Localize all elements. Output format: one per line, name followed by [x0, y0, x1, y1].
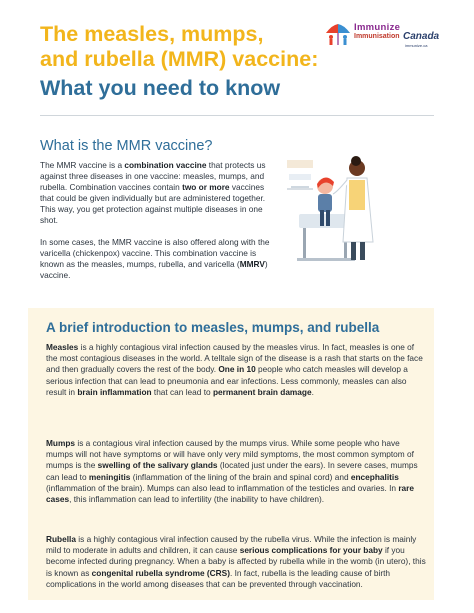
logo-text-canada: Canada — [403, 31, 440, 42]
bold-text-run: Measles — [46, 342, 79, 352]
text-run: (located just under the ears). In severe cases, mumps can lead to — [46, 460, 418, 482]
bold-text-run: Rubella — [46, 534, 76, 544]
text-run: (inflammation of the lining of the brain and spinal cord) and — [130, 471, 351, 482]
text-run: if you become infected during pregnancy. When a baby is affected by rubella while in the womb (in utero), this is known as — [46, 545, 426, 578]
text-run: that protects us against three diseases in one vaccine: measles, mumps, and rubella. Combination vaccines contain — [40, 160, 266, 192]
panel-heading: A brief introduction to measles, mumps, and rubella — [46, 320, 380, 335]
text-run: that can lead to — [151, 386, 213, 397]
text-run: is a contagious viral infection caused by the mumps virus. While some people who have mumps will not have symptoms or will have only very mild symptoms, the most common symptom of mumps is the — [46, 438, 414, 471]
text-run: ) vaccine. — [40, 259, 268, 280]
paragraph-mumps — [46, 438, 426, 505]
text-run: The MMR vaccine is a — [40, 160, 125, 170]
bold-text-run: permanent brain damage — [212, 386, 312, 397]
bold-text-run: encephalitis — [350, 471, 399, 482]
logo-text-immunisation: Immunisation — [354, 33, 400, 40]
text-run: . In fact, rubella is the leading cause of birth complications in the world among diseases that can be prevented through vaccination. — [46, 567, 391, 589]
bold-text-run: brain inflammation — [77, 386, 152, 397]
logo-text-immunize: Immunize — [354, 22, 401, 33]
bold-text-run: two or more — [182, 182, 230, 192]
title-line-1: The measles, mumps, and rubella (MMR) vaccine: — [40, 22, 319, 71]
text-run: , this inflammation can lead to infertility (the inability to have children). — [69, 494, 325, 505]
paragraph-measles — [46, 342, 426, 398]
section-heading-what-is: What is the MMR vaccine? — [40, 138, 213, 154]
paragraph-mmr-definition — [40, 160, 276, 226]
paragraph-mmrv — [40, 237, 276, 281]
doctor-child-illustration — [285, 150, 395, 270]
immunize-canada-logo[interactable] — [323, 21, 443, 51]
bold-text-run: serious complications for your baby — [239, 545, 383, 556]
bold-text-run: swelling of the salivary glands — [97, 460, 218, 471]
bold-text-run: meningitis — [88, 471, 131, 482]
paragraph-rubella — [46, 534, 426, 590]
text-run: people who catch measles will develop a serious infection that can lead to pneumonia and ear infections. Less commonly, measles can also result in — [46, 364, 408, 397]
text-run: (inflammation of the brain). Mumps can also lead to inflammation of the testicles and ovaries. In — [46, 482, 399, 493]
text-run: is a highly contagious viral infection caused by the measles virus. In fact, measles is one of the most contagious diseases in the world. A telltale sign of the disease is a rash that starts on the face and then gradually covers the rest of the body. — [46, 342, 423, 375]
bold-text-run: One in 10 — [218, 364, 256, 375]
header-divider — [40, 115, 434, 116]
bold-text-run: congenital rubella syndrome (CRS) — [91, 567, 230, 578]
text-run: is a highly contagious viral infection caused by the rubella virus. While the infection is mainly mild to moderate in adults and children, it can cause — [46, 534, 417, 556]
bold-text-run: Mumps — [46, 438, 76, 448]
umbrella-family-icon — [323, 21, 353, 49]
bold-text-run: MMRV — [239, 259, 265, 269]
bold-text-run: combination vaccine — [124, 160, 207, 170]
text-run: . — [311, 386, 314, 397]
text-run: vaccines that could be given individually but are administered together. This way, you get protection against multiple diseases in one shot. — [40, 182, 266, 225]
text-run: In some cases, the MMR vaccine is also offered along with the varicella (chickenpox) vaccine. This combination vaccine is known as the measles, mumps, rubella, and varicella ( — [40, 237, 270, 269]
title-subtitle: What you need to know — [40, 76, 281, 100]
logo-url: immunize.ca — [405, 43, 428, 48]
bold-text-run: rare cases — [46, 482, 415, 505]
intro-panel — [28, 308, 434, 600]
